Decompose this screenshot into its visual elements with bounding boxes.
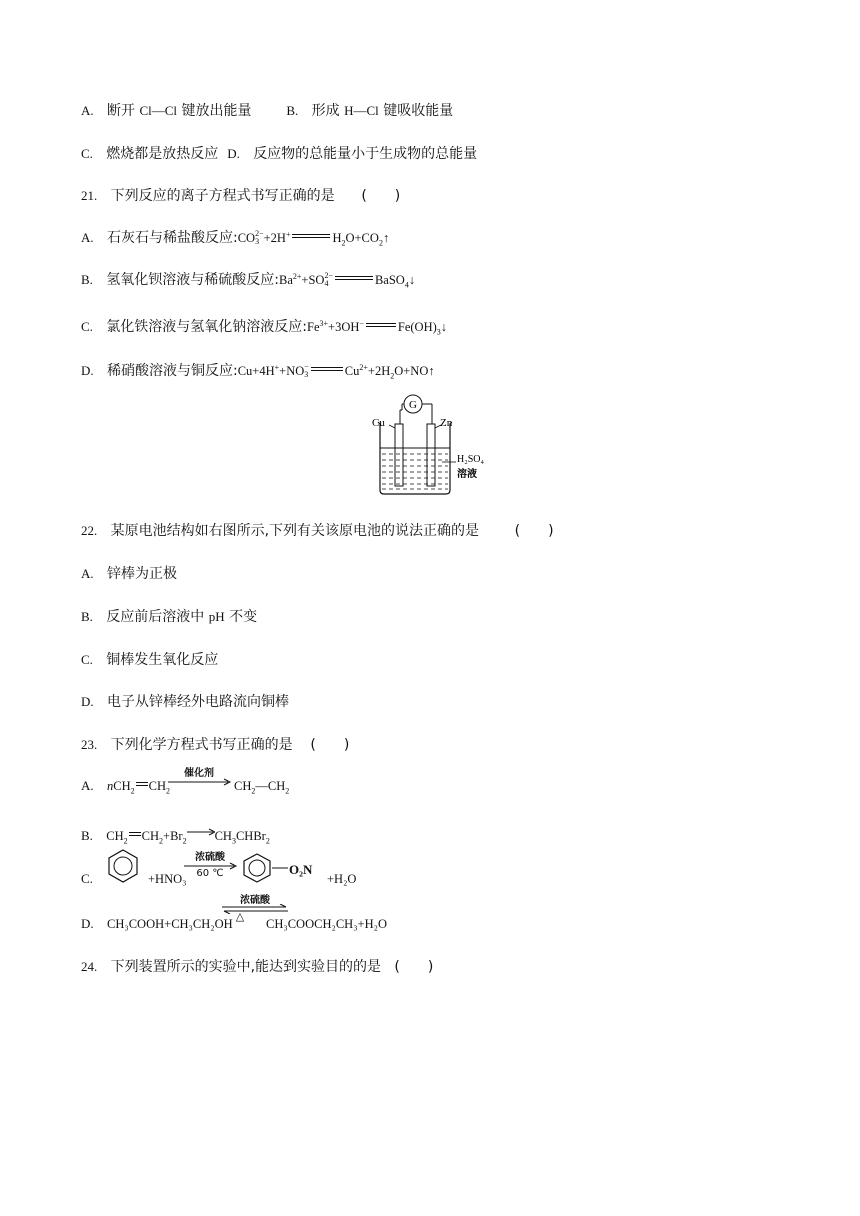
q23-c-condition-bottom: 60 ℃ [196, 868, 224, 879]
q24-bracket: ( ) [394, 959, 434, 975]
q23-option-d [81, 914, 233, 934]
q23-a-label: A. [81, 778, 94, 793]
zinc-label: Zn [440, 417, 453, 429]
q22-number: 22. [81, 523, 98, 538]
q23-d-right: CH₃COOCH₂CH₃+H₂O [266, 917, 388, 931]
q22-option-c [81, 650, 218, 670]
q21-c-text: 氯化铁溶液与氢氧化钠溶液反应: [106, 319, 307, 336]
q22-b-post: 不变 [224, 609, 258, 625]
q23-a-arrow [168, 778, 232, 786]
q21-option-a [81, 225, 389, 254]
q22-stem [81, 521, 554, 541]
solution-formula: H₂SO₄ [457, 454, 484, 465]
q20-c-text: 燃烧都是放热反应 [106, 146, 219, 162]
q20-b-pre: 形成 [311, 103, 345, 119]
q22-b-pre: 反应前后溶液中 [106, 609, 209, 625]
q24-stem [81, 957, 433, 977]
q21-stem [81, 186, 400, 206]
q22-c-text: 铜棒发生氧化反应 [106, 652, 219, 668]
q20-a-bond: Cl—Cl [139, 103, 178, 118]
q22-b-ph: pH [208, 609, 225, 624]
q21-b-label: B. [81, 272, 93, 288]
q23-d-condition-top: 浓硫酸 [240, 895, 270, 906]
q22-a-text: 锌棒为正极 [107, 566, 177, 582]
q21-a-label: A. [81, 230, 94, 246]
q23-d-left: CH₃COOH+CH₃CH₂OH [107, 917, 233, 931]
q21-number: 21. [81, 188, 98, 203]
q23-d-condition-bottom: △ [235, 910, 245, 923]
q23-d-label: D. [81, 916, 94, 931]
q20-options-ab [81, 101, 453, 121]
q20-d-text: 反应物的总能量小于生成物的总能量 [253, 146, 478, 162]
benzene-ring-icon [106, 848, 140, 884]
q22-option-b [81, 607, 257, 627]
q22-c-label: C. [81, 652, 93, 667]
q23-a-catalyst: 催化剂 [184, 768, 214, 779]
q20-options-cd [81, 144, 477, 164]
beaker [378, 422, 452, 494]
q23-option-a [81, 776, 170, 802]
q21-d-text: 稀硝酸溶液与铜反应: [107, 363, 238, 380]
q22-option-a [81, 564, 177, 584]
q20-a-label: A. [81, 103, 94, 118]
nitro-bond [272, 864, 290, 872]
copper-label: Cu [372, 417, 385, 429]
q21-option-c [81, 314, 447, 343]
q22-bracket: ( ) [514, 523, 554, 539]
q21-b-text: 氢氧化钡溶液与稀硫酸反应: [106, 272, 279, 289]
q22-d-text: 电子从锌棒经外电路流向铜棒 [107, 694, 289, 710]
q23-b-equation: $CH_2$ $CH_2+Br_2$ $CH_3CHBr_2$ [106, 829, 270, 846]
q20-b-post: 键吸收能量 [378, 103, 454, 119]
q24-number: 24. [81, 959, 98, 974]
q23-option-c-label: C. [81, 871, 93, 886]
q21-option-b [81, 267, 415, 296]
copper-electrode [395, 424, 403, 486]
solution-hatching [382, 454, 448, 489]
solution-word: 溶液 [457, 469, 477, 480]
q23-a-product: $CH_2—CH_2$ [234, 779, 290, 796]
q22-d-label: D. [81, 694, 94, 709]
q21-option-d [81, 358, 435, 387]
q24-stem-text: 下列装置所示的实验中,能达到实验目的的是 [110, 959, 382, 975]
nitrobenzene-ring-icon [242, 852, 272, 884]
q22-option-d [81, 692, 289, 712]
q23-c-group: O₂N [289, 862, 313, 877]
q22-stem-text: 某原电池结构如右图所示,下列有关该原电池的说法正确的是 [110, 523, 480, 539]
q20-d-label: D. [227, 146, 240, 161]
q23-stem [81, 735, 349, 755]
q23-b-label: B. [81, 828, 93, 843]
q20-b-bond: H—Cl [344, 103, 379, 118]
q21-b-equation: $Ba^{2+}+SO$ 2− 4 BaSO$_4$↓ [279, 271, 416, 290]
q20-a-pre: 断开 [107, 103, 140, 119]
q20-b-label: B. [286, 103, 299, 118]
q23-c-condition-top: 浓硫酸 [195, 852, 225, 863]
q21-a-equation: CO 2− 3 +2H+ $H_2O+CO_2↑$ [237, 229, 390, 248]
q21-d-label: D. [81, 363, 94, 379]
q20-c-label: C. [81, 146, 93, 161]
q21-c-label: C. [81, 319, 93, 335]
q23-a-reactant: nCH$_2$ $CH_2$ [107, 779, 170, 796]
q20-a-post: 键放出能量 [177, 103, 252, 119]
q21-d-equation: Cu+4H++NO − 3 $Cu^{2+}+2H_2O+NO↑$ [237, 362, 435, 381]
zinc-electrode [427, 424, 435, 486]
q21-stem-text: 下列反应的离子方程式书写正确的是 [110, 188, 335, 204]
q23-number: 23. [81, 737, 98, 752]
q23-c-reagent: +HNO₃ [148, 872, 187, 886]
q21-bracket: ( ) [361, 188, 401, 204]
q21-a-text: 石灰石与稀盐酸反应: [107, 230, 238, 247]
q23-stem-text: 下列化学方程式书写正确的是 [110, 737, 293, 753]
q23-c-water: +H₂O [327, 872, 357, 886]
q22-a-label: A. [81, 566, 94, 581]
q23-bracket: ( ) [310, 737, 350, 753]
galvanic-cell-figure [360, 390, 500, 498]
q22-b-label: B. [81, 609, 93, 624]
q21-c-equation: $Fe^{3+}+3OH^-$ $Fe(OH)_3↓$ [307, 319, 448, 337]
galvanometer-label: G [409, 399, 417, 411]
